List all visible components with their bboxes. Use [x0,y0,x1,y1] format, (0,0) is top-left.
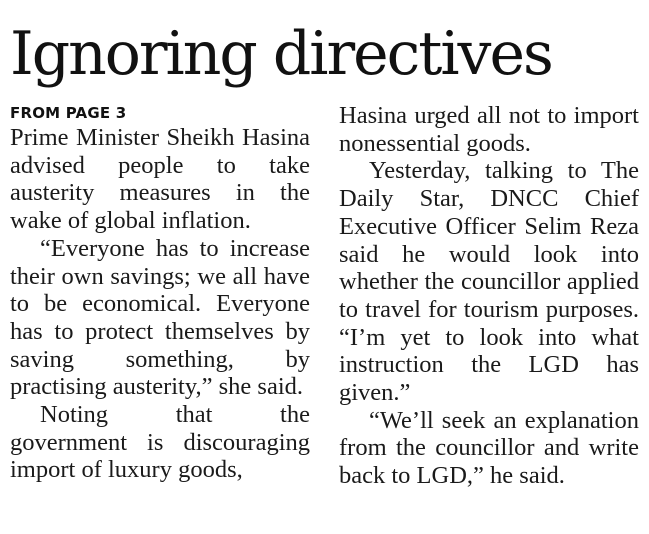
jump-label: FROM PAGE 3 [10,104,127,122]
right-column [339,102,639,527]
paragraph: “Everyone has to increase their own savings; we all have to be economical. Everyone has to protect themselves by saving something, by practising austerity,” she said. [10,234,310,401]
paragraph: Prime Minister Sheikh Hasina advised people to take austerity measures in the wake of global inflation. [10,124,310,235]
paragraph: Yesterday, talking to The Daily Star, DNCC Chief Executive Officer Selim Reza said he would look into whether the councillor applied to travel for tourism purposes. “I’m yet to look into what instruction the LGD has given.” [339,157,639,407]
paragraph: Noting that the government is discouraging import of luxury goods, [10,401,310,484]
article-body [10,102,639,527]
paragraph: Hasina urged all not to import nonessential goods. [339,102,639,157]
headline: Ignoring directives [10,19,552,89]
paragraph: “We’ll seek an explanation from the councillor and write back to LGD,” he said. [339,406,639,490]
left-column [10,102,310,527]
